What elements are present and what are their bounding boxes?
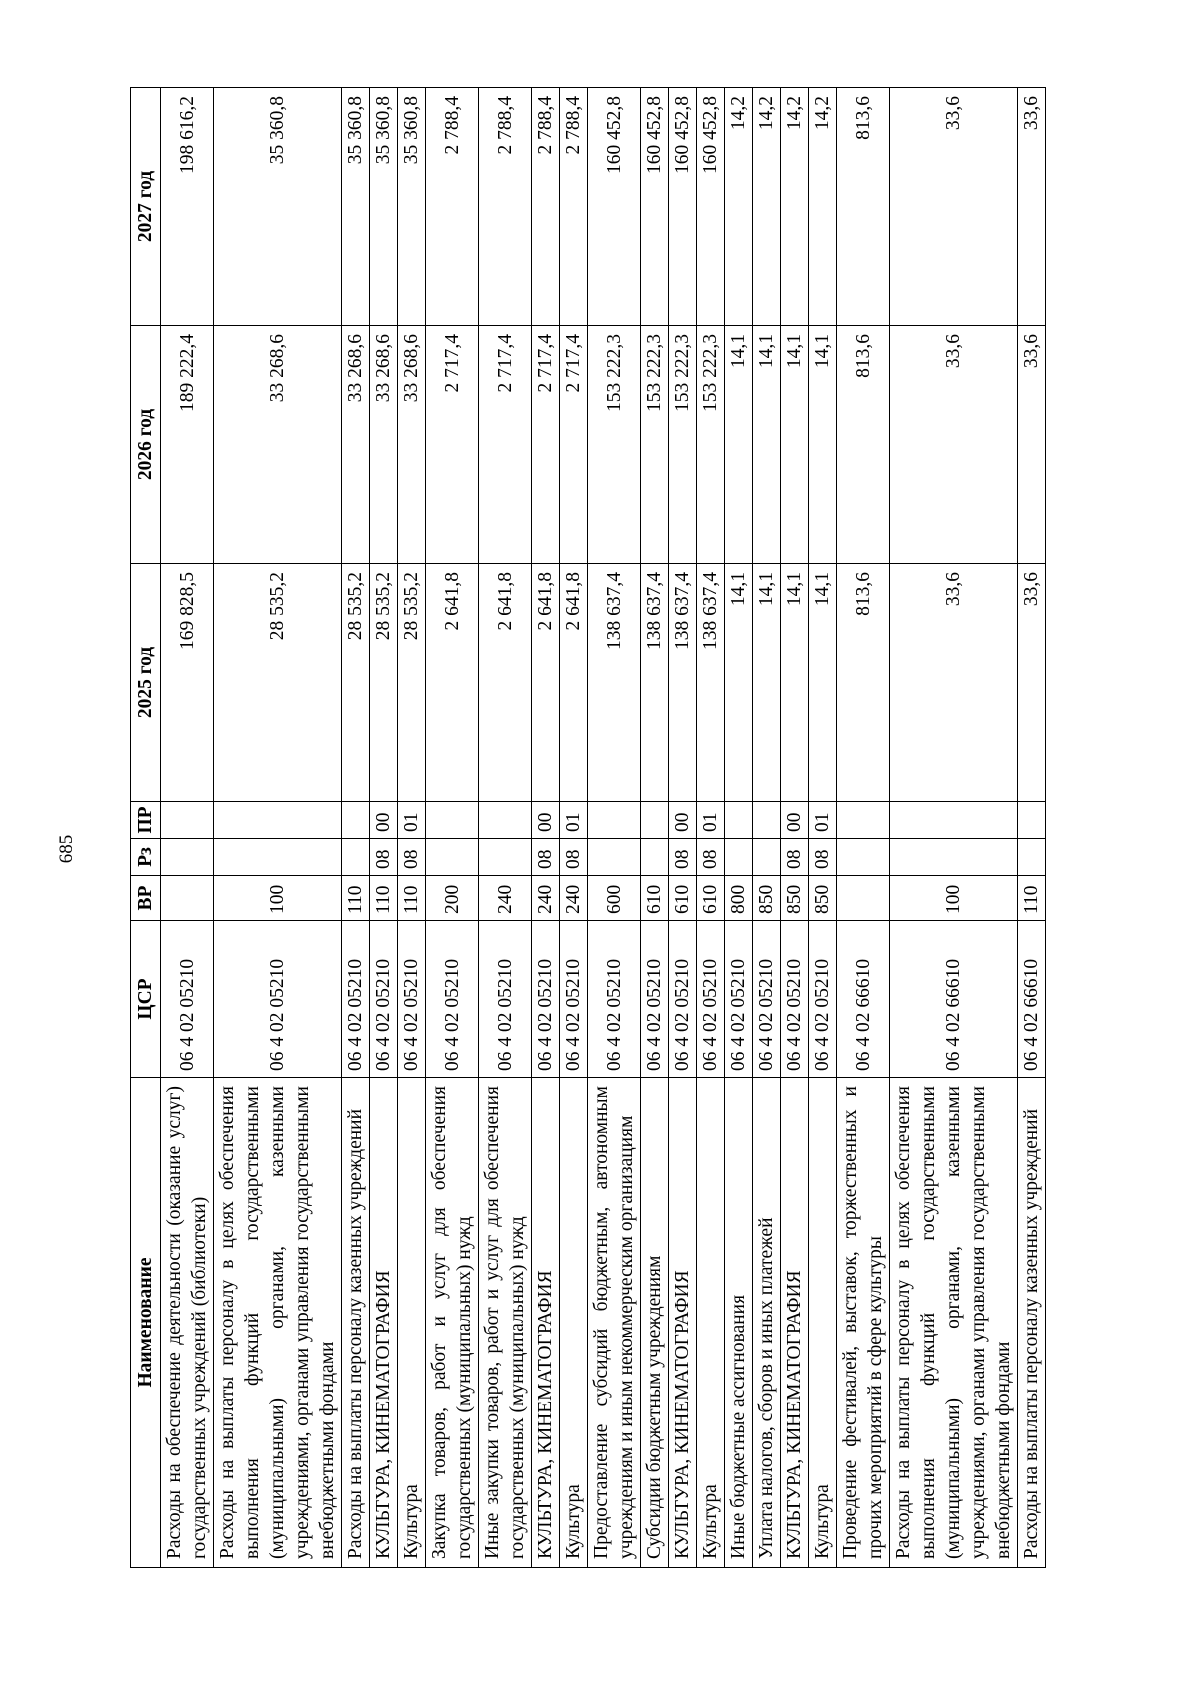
table-cell-rz [214, 839, 342, 876]
table-cell-2025: 138 637,4 [641, 564, 669, 802]
table-cell-name: Культура [809, 1078, 837, 1568]
table-cell-rz: 08 [669, 839, 697, 876]
table-cell-2027: 35 360,8 [214, 88, 342, 326]
table-cell-vr: 610 [641, 876, 669, 921]
table-row [560, 88, 588, 1568]
header-vr: ВР [131, 876, 161, 921]
table-row [342, 88, 370, 1568]
table-cell-2027: 160 452,8 [588, 88, 641, 326]
table-cell-rz [342, 839, 370, 876]
table-cell-vr: 610 [697, 876, 725, 921]
table-cell-name: Закупка товаров, работ и услуг для обеспечения государственных (муниципальных) нужд [426, 1078, 479, 1568]
table-cell-vr: 110 [370, 876, 398, 921]
table-cell-2026: 14,1 [725, 326, 753, 564]
table-row [753, 88, 781, 1568]
table-cell-2027: 160 452,8 [697, 88, 725, 326]
table-cell-2027: 33,6 [890, 88, 1018, 326]
table-cell-2027: 14,2 [725, 88, 753, 326]
table-cell-csr: 06 4 02 05210 [697, 921, 725, 1078]
table-cell-csr: 06 4 02 05210 [214, 921, 342, 1078]
table-cell-rz: 08 [809, 839, 837, 876]
table-cell-csr: 06 4 02 66610 [1018, 921, 1046, 1078]
table-cell-rz [1018, 839, 1046, 876]
table-cell-vr [161, 876, 214, 921]
table-cell-2025: 138 637,4 [697, 564, 725, 802]
table-cell-2025: 138 637,4 [588, 564, 641, 802]
table-cell-name: Субсидии бюджетным учреждениям [641, 1078, 669, 1568]
table-cell-2025: 28 535,2 [398, 564, 426, 802]
table-cell-csr: 06 4 02 05210 [753, 921, 781, 1078]
table-cell-csr: 06 4 02 05210 [725, 921, 753, 1078]
table-cell-2025: 28 535,2 [214, 564, 342, 802]
table-cell-2025: 2 641,8 [426, 564, 479, 802]
table-row [641, 88, 669, 1568]
table-cell-2026: 813,6 [837, 326, 890, 564]
table-cell-2027: 35 360,8 [370, 88, 398, 326]
table-cell-vr: 850 [781, 876, 809, 921]
table-cell-2025: 33,6 [890, 564, 1018, 802]
table-cell-2025: 14,1 [809, 564, 837, 802]
table-cell-rz: 08 [560, 839, 588, 876]
table-cell-2027: 198 616,2 [161, 88, 214, 326]
header-row [131, 88, 161, 1568]
table-cell-2027: 35 360,8 [398, 88, 426, 326]
table-cell-2025: 2 641,8 [479, 564, 532, 802]
table-cell-vr: 600 [588, 876, 641, 921]
table-cell-2025: 33,6 [1018, 564, 1046, 802]
table-cell-pr [161, 802, 214, 839]
table-cell-rz [753, 839, 781, 876]
table-cell-2025: 169 828,5 [161, 564, 214, 802]
table-cell-rz [641, 839, 669, 876]
table-cell-2027: 813,6 [837, 88, 890, 326]
table-cell-csr: 06 4 02 66610 [837, 921, 890, 1078]
table-cell-pr [837, 802, 890, 839]
table-cell-name: Культура [697, 1078, 725, 1568]
table-cell-name: Проведение фестивалей, выставок, торжественных и прочих мероприятий в сфере культуры [837, 1078, 890, 1568]
table-cell-vr: 850 [809, 876, 837, 921]
table-cell-2026: 33 268,6 [214, 326, 342, 564]
header-csr: ЦСР [131, 921, 161, 1078]
budget-table [130, 87, 1046, 1568]
table-row [588, 88, 641, 1568]
table-cell-vr: 200 [426, 876, 479, 921]
table-cell-csr: 06 4 02 05210 [398, 921, 426, 1078]
table-row [890, 88, 1018, 1568]
table-cell-pr: 00 [370, 802, 398, 839]
table-cell-2026: 189 222,4 [161, 326, 214, 564]
table-cell-2026: 153 222,3 [588, 326, 641, 564]
table-cell-vr: 240 [532, 876, 560, 921]
table-cell-name: Расходы на выплаты персоналу в целях обеспечения выполнения функций государственными (муниципальными) органами, казенными учреждениями, органами управления государственными внебюджетными фондами [214, 1078, 342, 1568]
table-cell-pr: 00 [532, 802, 560, 839]
table-cell-2026: 153 222,3 [669, 326, 697, 564]
table-cell-2026: 14,1 [753, 326, 781, 564]
table-cell-2027: 33,6 [1018, 88, 1046, 326]
table-cell-2026: 33,6 [1018, 326, 1046, 564]
table-cell-vr: 100 [214, 876, 342, 921]
table-cell-pr: 00 [781, 802, 809, 839]
table-cell-2025: 138 637,4 [669, 564, 697, 802]
table-cell-rz [725, 839, 753, 876]
table-cell-2027: 14,2 [781, 88, 809, 326]
table-cell-2026: 2 717,4 [426, 326, 479, 564]
table-cell-pr [890, 802, 1018, 839]
table-cell-2025: 28 535,2 [370, 564, 398, 802]
table-cell-2027: 160 452,8 [669, 88, 697, 326]
table-cell-2026: 153 222,3 [697, 326, 725, 564]
table-cell-pr: 01 [560, 802, 588, 839]
table-cell-2025: 14,1 [753, 564, 781, 802]
table-row [161, 88, 214, 1568]
table-cell-csr: 06 4 02 05210 [479, 921, 532, 1078]
table-cell-name: Расходы на выплаты персоналу казенных учреждений [1018, 1078, 1046, 1568]
table-cell-pr: 01 [697, 802, 725, 839]
table-cell-name: Иные бюджетные ассигнования [725, 1078, 753, 1568]
table-row [837, 88, 890, 1568]
table-row [214, 88, 342, 1568]
table-cell-2027: 2 788,4 [560, 88, 588, 326]
table-cell-pr: 01 [809, 802, 837, 839]
table-cell-csr: 06 4 02 05210 [342, 921, 370, 1078]
table-cell-2026: 153 222,3 [641, 326, 669, 564]
table-cell-2026: 2 717,4 [532, 326, 560, 564]
table-cell-name: Иные закупки товаров, работ и услуг для обеспечения государственных (муниципальных) нужд [479, 1078, 532, 1568]
table-cell-2026: 2 717,4 [560, 326, 588, 564]
header-rz: Рз [131, 839, 161, 876]
table-row [479, 88, 532, 1568]
table-cell-vr: 800 [725, 876, 753, 921]
table-cell-csr: 06 4 02 05210 [809, 921, 837, 1078]
table-cell-pr [588, 802, 641, 839]
table-cell-csr: 06 4 02 05210 [560, 921, 588, 1078]
table-cell-2026: 14,1 [809, 326, 837, 564]
rotated-table-container [130, 88, 1070, 1568]
table-cell-pr [426, 802, 479, 839]
table-cell-2027: 35 360,8 [342, 88, 370, 326]
table-row [532, 88, 560, 1568]
table-cell-name: КУЛЬТУРА, КИНЕМАТОГРАФИЯ [669, 1078, 697, 1568]
table-cell-2025: 14,1 [781, 564, 809, 802]
table-cell-name: Культура [560, 1078, 588, 1568]
table-cell-name: КУЛЬТУРА, КИНЕМАТОГРАФИЯ [532, 1078, 560, 1568]
table-body [161, 88, 1046, 1568]
header-2025: 2025 год [131, 564, 161, 802]
table-cell-vr: 610 [669, 876, 697, 921]
table-cell-pr: 00 [669, 802, 697, 839]
table-row [781, 88, 809, 1568]
table-cell-2027: 160 452,8 [641, 88, 669, 326]
table-cell-2026: 33,6 [890, 326, 1018, 564]
table-cell-pr [753, 802, 781, 839]
table-cell-vr: 110 [1018, 876, 1046, 921]
table-cell-name: Предоставление субсидий бюджетным, автономным учреждениям и иным некоммерческим организациям [588, 1078, 641, 1568]
table-cell-rz: 08 [370, 839, 398, 876]
table-cell-2027: 14,2 [809, 88, 837, 326]
table-cell-vr: 240 [560, 876, 588, 921]
table-row [697, 88, 725, 1568]
table-row [725, 88, 753, 1568]
table-cell-name: Расходы на обеспечение деятельности (оказание услуг) государственных учреждений (библиотеки) [161, 1078, 214, 1568]
table-row [1018, 88, 1046, 1568]
table-cell-name: Уплата налогов, сборов и иных платежей [753, 1078, 781, 1568]
table-cell-2026: 33 268,6 [398, 326, 426, 564]
table-cell-pr [342, 802, 370, 839]
table-cell-2027: 2 788,4 [479, 88, 532, 326]
table-cell-name: Культура [398, 1078, 426, 1568]
header-name: Наименование [131, 1078, 161, 1568]
table-cell-name: Расходы на выплаты персоналу в целях обеспечения выполнения функций государственными (муниципальными) органами, казенными учреждениями, органами управления государственными внебюджетными фондами [890, 1078, 1018, 1568]
table-cell-pr [479, 802, 532, 839]
table-cell-vr: 240 [479, 876, 532, 921]
table-cell-rz [890, 839, 1018, 876]
table-cell-rz: 08 [781, 839, 809, 876]
header-pr: ПР [131, 802, 161, 839]
table-cell-rz [837, 839, 890, 876]
table-cell-csr: 06 4 02 66610 [890, 921, 1018, 1078]
table-cell-name: Расходы на выплаты персоналу казенных учреждений [342, 1078, 370, 1568]
table-cell-2026: 2 717,4 [479, 326, 532, 564]
table-cell-2025: 28 535,2 [342, 564, 370, 802]
table-row [426, 88, 479, 1568]
table-cell-pr: 01 [398, 802, 426, 839]
table-cell-csr: 06 4 02 05210 [161, 921, 214, 1078]
table-cell-2026: 14,1 [781, 326, 809, 564]
table-cell-csr: 06 4 02 05210 [426, 921, 479, 1078]
header-2026: 2026 год [131, 326, 161, 564]
table-cell-csr: 06 4 02 05210 [588, 921, 641, 1078]
table-cell-2027: 2 788,4 [532, 88, 560, 326]
table-cell-rz [588, 839, 641, 876]
table-row [669, 88, 697, 1568]
table-row [809, 88, 837, 1568]
table-cell-vr: 110 [398, 876, 426, 921]
table-cell-2026: 33 268,6 [342, 326, 370, 564]
table-cell-csr: 06 4 02 05210 [370, 921, 398, 1078]
table-cell-vr [837, 876, 890, 921]
table-cell-csr: 06 4 02 05210 [781, 921, 809, 1078]
table-cell-rz [426, 839, 479, 876]
table-cell-pr [1018, 802, 1046, 839]
table-cell-2025: 14,1 [725, 564, 753, 802]
table-cell-pr [214, 802, 342, 839]
table-cell-rz [479, 839, 532, 876]
table-cell-rz: 08 [398, 839, 426, 876]
table-cell-2027: 14,2 [753, 88, 781, 326]
table-cell-2025: 2 641,8 [532, 564, 560, 802]
table-cell-vr: 110 [342, 876, 370, 921]
table-cell-csr: 06 4 02 05210 [532, 921, 560, 1078]
table-cell-pr [725, 802, 753, 839]
table-cell-2027: 2 788,4 [426, 88, 479, 326]
table-cell-rz: 08 [532, 839, 560, 876]
header-2027: 2027 год [131, 88, 161, 326]
table-cell-csr: 06 4 02 05210 [641, 921, 669, 1078]
table-cell-rz [161, 839, 214, 876]
table-cell-name: КУЛЬТУРА, КИНЕМАТОГРАФИЯ [781, 1078, 809, 1568]
table-row [398, 88, 426, 1568]
table-cell-2025: 813,6 [837, 564, 890, 802]
table-cell-2025: 2 641,8 [560, 564, 588, 802]
table-row [370, 88, 398, 1568]
table-cell-vr: 100 [890, 876, 1018, 921]
table-cell-csr: 06 4 02 05210 [669, 921, 697, 1078]
table-cell-vr: 850 [753, 876, 781, 921]
table-cell-pr [641, 802, 669, 839]
table-cell-name: КУЛЬТУРА, КИНЕМАТОГРАФИЯ [370, 1078, 398, 1568]
page-number: 685 [56, 834, 77, 864]
table-cell-rz: 08 [697, 839, 725, 876]
table-cell-2026: 33 268,6 [370, 326, 398, 564]
